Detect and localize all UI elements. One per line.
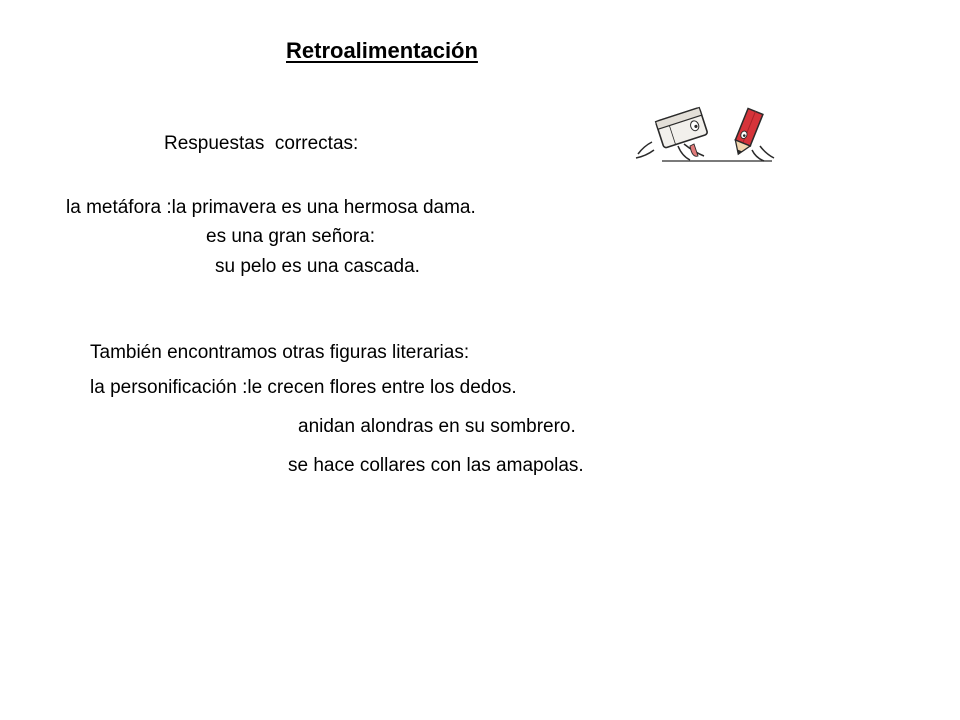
metaphor-line-3: su pelo es una cascada. bbox=[215, 256, 420, 277]
slide-title: Retroalimentación bbox=[286, 38, 478, 63]
personification-line-2: anidan alondras en su sombrero. bbox=[298, 416, 576, 437]
personification-line-1: la personificación :le crecen flores entre los dedos. bbox=[90, 377, 517, 398]
eraser-and-pencil-cartoon-icon bbox=[632, 106, 778, 168]
answers-heading: Respuestas correctas: bbox=[164, 133, 359, 154]
metaphor-line-1: la metáfora :la primavera es una hermosa dama. bbox=[66, 197, 476, 218]
metaphor-line-2: es una gran señora: bbox=[206, 226, 376, 247]
other-figures-heading: También encontramos otras figuras literarias: bbox=[90, 342, 470, 363]
personification-line-3: se hace collares con las amapolas. bbox=[288, 455, 584, 476]
